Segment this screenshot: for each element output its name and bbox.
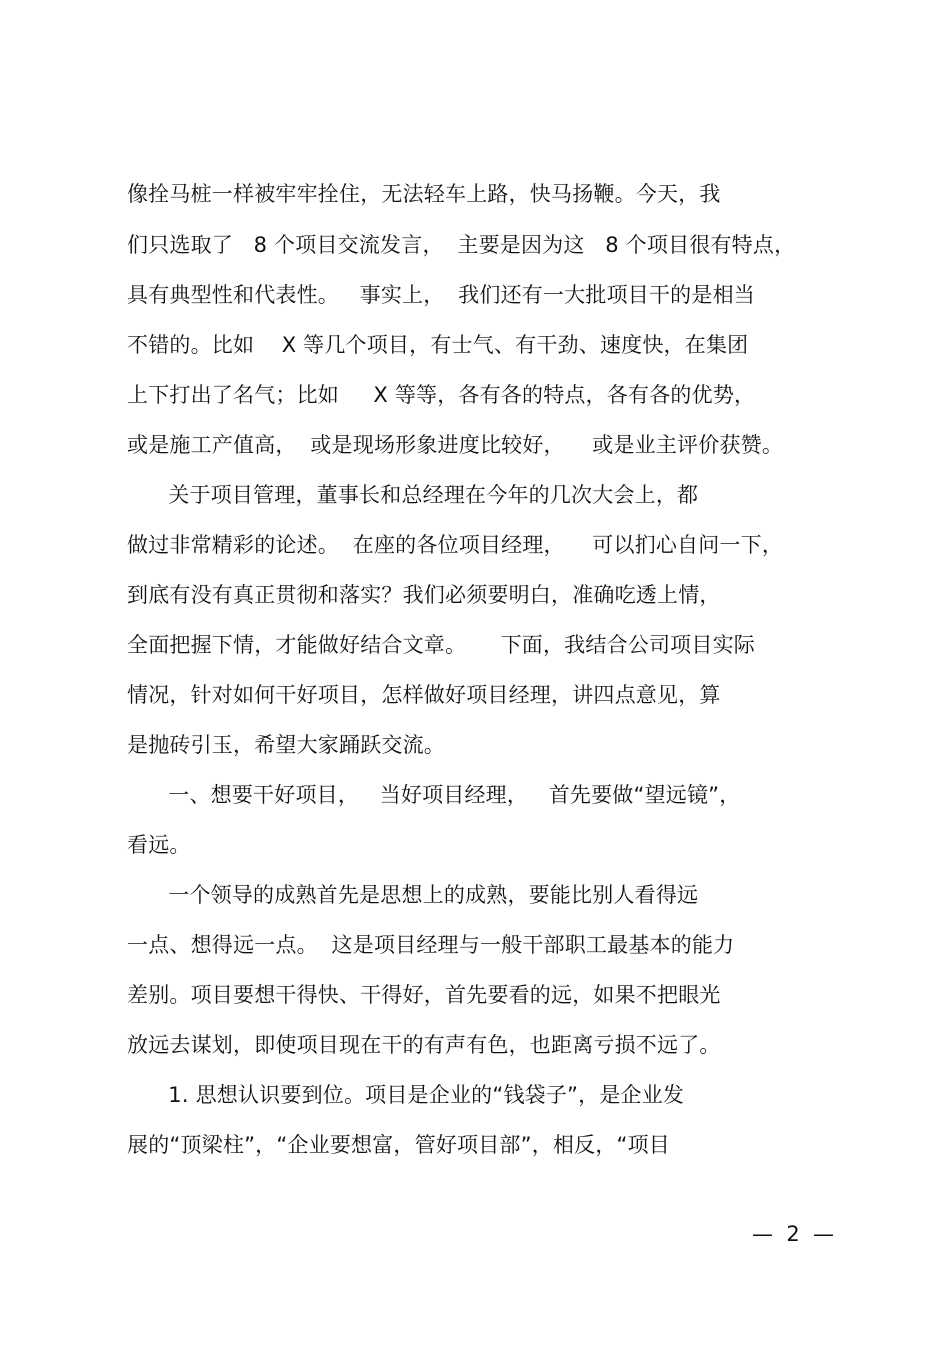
text-line: 1. 思想认识要到位。项目是企业的“钱袋子”，是企业发 <box>127 1083 685 1107</box>
text-line: 放远去谋划，即使项目现在干的有声有色，也距离亏损不远了。 <box>127 1033 721 1057</box>
text-line: 是抛砖引玉，希望大家踊跃交流。 <box>127 733 445 757</box>
text-line: 们只选取了 8 个项目交流发言， 主要是因为这 8 个项目很有特点， <box>127 233 796 257</box>
text-line: 一个领导的成熟首先是思想上的成熟，要能比别人看得远 <box>127 883 699 907</box>
text-line: 或是施工产值高， 或是现场形象进度比较好， 或是业主评价获赞。 <box>127 433 784 457</box>
text-line: 具有典型性和代表性。 事实上， 我们还有一大批项目干的是相当 <box>127 283 755 307</box>
text-line: 像拴马桩一样被牢牢拴住，无法轻车上路，快马扬鞭。今天，我 <box>127 182 721 206</box>
text-line: 看远。 <box>127 833 191 857</box>
text-line: 上下打出了名气；比如 X 等等，各有各的特点，各有各的优势， <box>127 383 756 407</box>
text-line: 不错的。比如 X 等几个项目，有士气、有干劲、速度快，在集团 <box>127 333 749 357</box>
text-line: 做过非常精彩的论述。 在座的各位项目经理， 可以扪心自问一下， <box>127 533 784 557</box>
text-line: 一、想要干好项目， 当好项目经理， 首先要做“望远镜”， <box>127 783 741 807</box>
text-line: 一点、想得远一点。 这是项目经理与一般干部职工最基本的能力 <box>127 933 735 957</box>
page-number: — 2 — <box>752 1222 835 1246</box>
text-line: 全面把握下情，才能做好结合文章。 下面，我结合公司项目实际 <box>127 633 755 657</box>
text-line: 到底有没有真正贯彻和落实？我们必须要明白，准确吃透上情， <box>127 583 721 607</box>
text-line: 展的“顶梁柱”，“企业要想富，管好项目部”，相反，“项目 <box>127 1133 670 1157</box>
text-line: 情况，针对如何干好项目，怎样做好项目经理，讲四点意见，算 <box>127 683 721 707</box>
text-line: 关于项目管理，董事长和总经理在今年的几次大会上，都 <box>127 483 699 507</box>
text-line: 差别。项目要想干得快、干得好，首先要看的远，如果不把眼光 <box>127 983 721 1007</box>
